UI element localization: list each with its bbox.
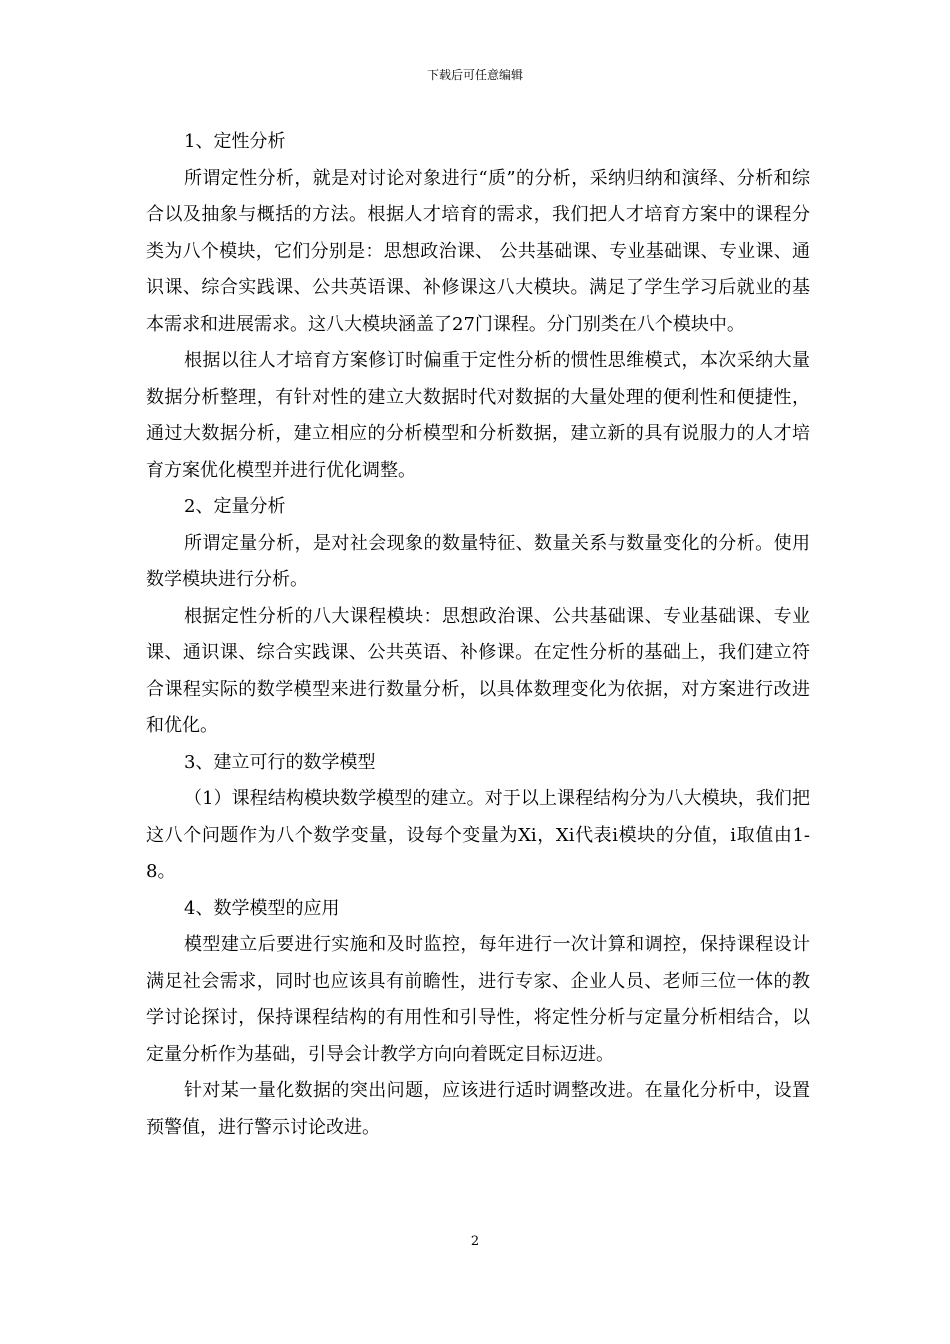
section-heading: 1、定性分析 — [184, 131, 286, 152]
paragraph: 针对某一量化数据的突出问题，应该进行适时调整改进。在量化分析中，设置预警值，进行警示讨论改进。 — [146, 1080, 810, 1138]
section-heading: 2、定量分析 — [184, 496, 286, 517]
section-heading: 4、数学模型的应用 — [184, 897, 340, 919]
section-heading: 3、建立可行的数学模型 — [184, 751, 376, 773]
paragraph: 根据定性分析的八大课程模块：思想政治课、公共基础课、专业基础课、专业课、通识课、综合实践课、公共英语、补修课。在定性分析的基础上，我们建立符合课程实际的数学模型来进行数量分析，以具体数理变化为依据，对方案进行改进和优化。 — [146, 605, 810, 736]
paragraph: 模型建立后要进行实施和及时监控，每年进行一次计算和调控，保持课程设计满足社会需求，同时也应该具有前瞻性，进行专家、企业人员、老师三位一体的教学讨论探讨，保持课程结构的有用性和引导性，将定性分析与定量分析相结合，以定量分析作为基础，引导会计教学方向向着既定目标迈进。 — [146, 934, 810, 1065]
document-body — [146, 124, 810, 1146]
page-number: 2 — [470, 1234, 480, 1249]
paragraph: 根据以往人才培育方案修订时偏重于定性分析的惯性思维模式，本次采纳大量数据分析整理，有针对性的建立大数据时代对数据的大量处理的便利性和便捷性，通过大数据分析，建立相应的分析模型和分析数据，建立新的具有说服力的人才培育方案优化模型并进行优化调整。 — [146, 350, 810, 481]
paragraph: 所谓定性分析，就是对讨论对象进行“质”的分析，采纳归纳和演绎、分析和综合以及抽象与概括的方法。根据人才培育的需求，我们把人才培育方案中的课程分类为八个模块，它们分别是：思想政治课、 公共基础课、专业基础课、专业课、通识课、综合实践课、公共英语课、补修课这八大模块。满足了学生学习后就业的基本需求和进展需求。这八大模块涵盖了27门课程。分门别类在八个模块中。 — [146, 167, 810, 335]
paragraph: （1）课程结构模块数学模型的建立。对于以上课程结构分为八大模块，我们把这八个问题作为八个数学变量，设每个变量为Xi，Xi代表i模块的分值，i取值由1-8。 — [146, 788, 810, 882]
paragraph: 所谓定量分析，是对社会现象的数量特征、数量关系与数量变化的分析。使用数学模块进行分析。 — [146, 532, 810, 590]
page-header: 下载后可任意编辑 — [426, 68, 523, 82]
